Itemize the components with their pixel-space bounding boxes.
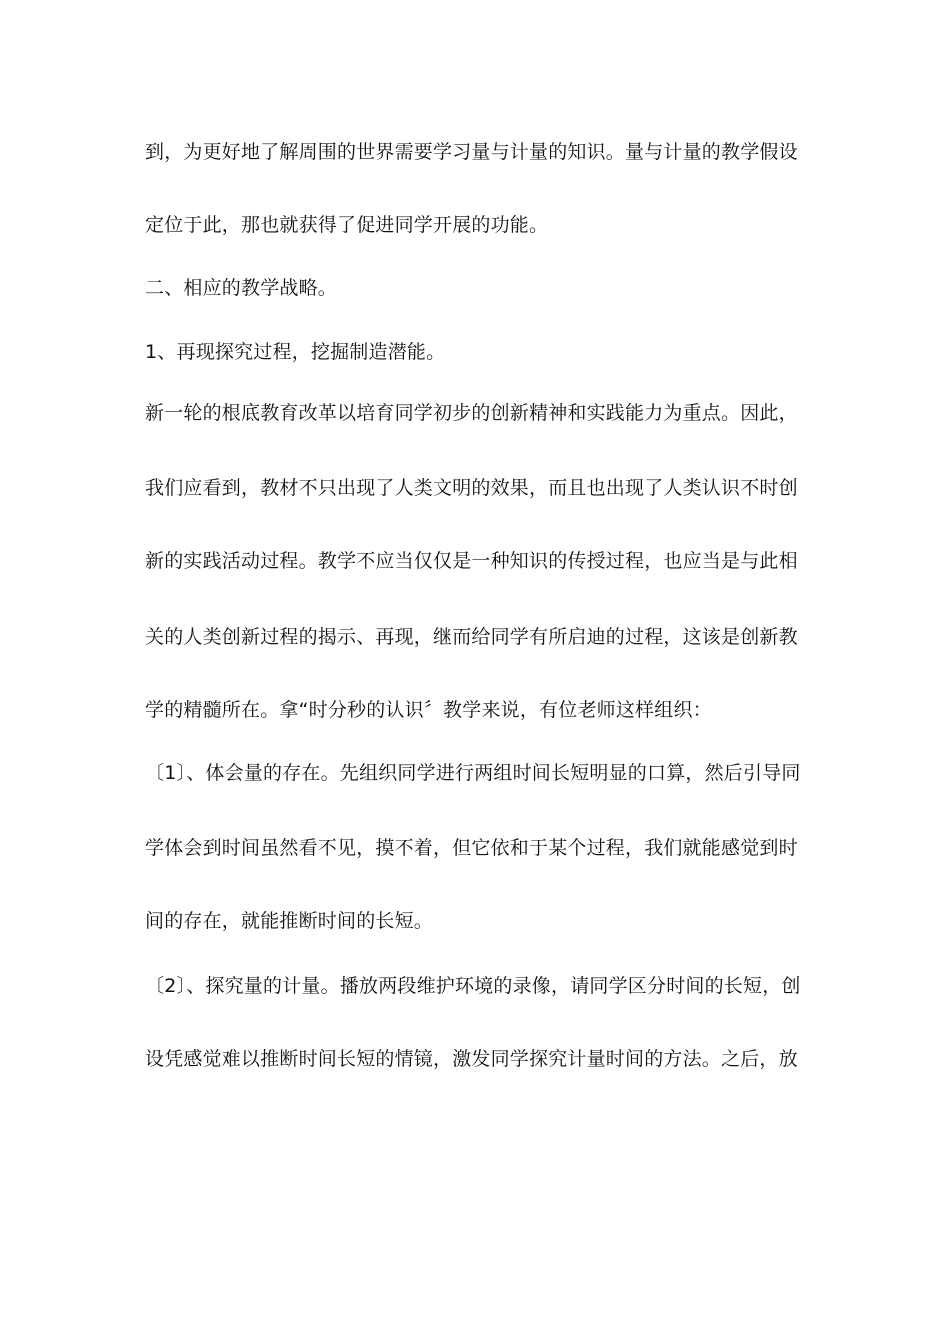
paragraph-line-1: 到，为更好地了解周围的世界需要学习量与计量的知识。量与计量的教学假设 [145,141,798,163]
list-item-1-line-1: 〔1〕、体会量的存在。先组织同学进行两组时间长短明显的口算，然后引导同 [145,762,801,784]
paragraph-line-7: 学的精髓所在。拿“时分秒的认识〞教学来说，有位老师这样组织： [145,699,712,721]
paragraph-line-3: 新一轮的根底教育改革以培育同学初步的创新精神和实践能力为重点。因此， [145,402,798,424]
paragraph-line-6: 关的人类创新过程的揭示、再现，继而给同学有所启迪的过程，这该是创新教 [145,626,798,648]
section-heading: 二、相应的教学战略。 [145,277,338,299]
subsection-heading: 1、再现探究过程，挖掘制造潜能。 [145,341,446,363]
paragraph-line-4: 我们应看到，教材不只出现了人类文明的效果，而且也出现了人类认识不时创 [145,477,798,499]
list-item-1-line-3: 间的存在，就能推断时间的长短。 [145,910,434,932]
list-item-2-line-2: 设凭感觉难以推断时间长短的情镜，激发同学探究计量时间的方法。之后，放 [145,1048,798,1070]
list-item-1-line-2: 学体会到时间虽然看不见，摸不着，但它依和于某个过程，我们就能感觉到时 [145,837,798,859]
paragraph-line-2: 定位于此，那也就获得了促进同学开展的功能。 [145,214,549,236]
list-item-2-line-1: 〔2〕、探究量的计量。播放两段维护环境的录像，请同学区分时间的长短，创 [145,975,801,997]
paragraph-line-5: 新的实践活动过程。教学不应当仅仅是一种知识的传授过程，也应当是与此相 [145,550,798,572]
